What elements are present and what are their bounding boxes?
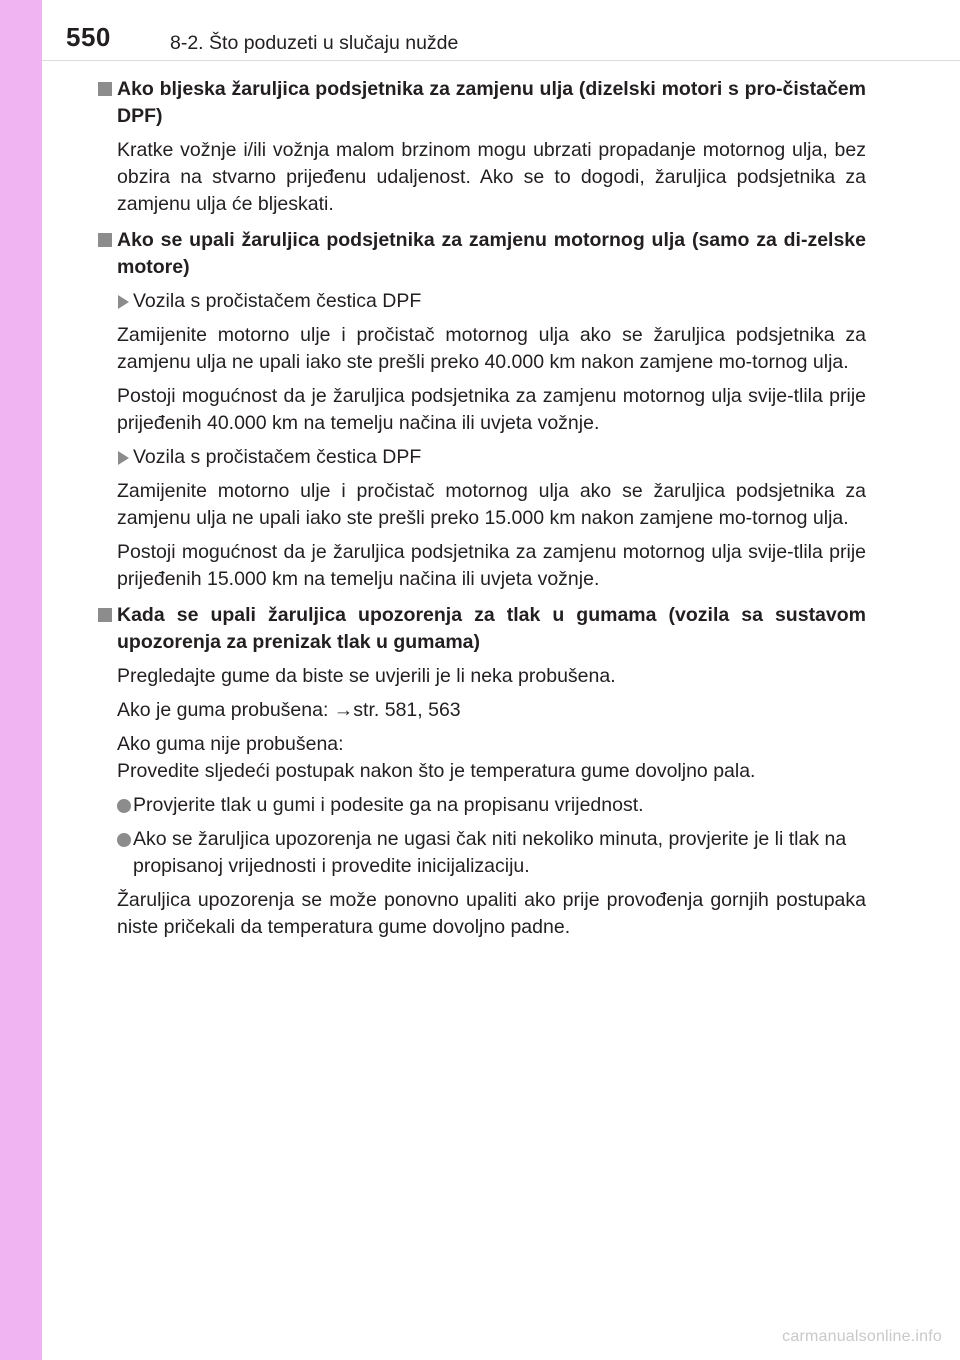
section-heading-text: Ako se upali žaruljica podsjetnika za zamjenu motornog ulja (samo za di-zelske motore) bbox=[117, 229, 866, 278]
section-heading-oil-reminder bbox=[96, 227, 866, 281]
page-reference: Ako je guma probušena: →str. 581, 563 bbox=[117, 699, 461, 721]
page-content bbox=[96, 76, 866, 941]
chapter-title: 8-2. Što poduzeti u slučaju nužde bbox=[170, 32, 459, 54]
bullet-item bbox=[96, 826, 866, 880]
circle-bullet-icon bbox=[117, 799, 131, 813]
paragraph: Pregledajte gume da biste se uvjerili je li neka probušena. bbox=[117, 665, 616, 687]
sub-heading-dpf-1 bbox=[96, 288, 866, 315]
sub-heading-text: Vozila s pročistačem čestica DPF bbox=[133, 446, 422, 468]
triangle-bullet-icon bbox=[118, 451, 129, 465]
paragraph bbox=[96, 731, 866, 785]
paragraph-line: Provedite sljedeći postupak nakon što je temperatura gume dovoljno pala. bbox=[117, 760, 756, 782]
section-heading-text: Ako bljeska žaruljica podsjetnika za zamjenu ulja (dizelski motori s pro-čistačem DPF) bbox=[117, 78, 866, 127]
sub-heading-text: Vozila s pročistačem čestica DPF bbox=[133, 290, 422, 312]
watermark: carmanualsonline.info bbox=[782, 1328, 942, 1345]
square-bullet-icon bbox=[98, 608, 112, 622]
page-number: 550 bbox=[66, 22, 111, 52]
paragraph: Žaruljica upozorenja se može ponovno upaliti ako prije provođenja gornjih postupaka niste pričekali da temperatura gume dovoljno padne. bbox=[117, 889, 866, 938]
paragraph: Postoji mogućnost da je žaruljica podsjetnika za zamjenu motornog ulja svije-tlila prije prijeđenih 15.000 km na temelju načina ili uvjeta vožnje. bbox=[117, 541, 866, 590]
square-bullet-icon bbox=[98, 233, 112, 247]
sub-heading-dpf-2 bbox=[96, 444, 866, 471]
bullet-text: Ako se žaruljica upozorenja ne ugasi čak niti nekoliko minuta, provjerite je li tlak na propisanoj vrijednosti i provedite inicijalizaciju. bbox=[133, 828, 847, 877]
triangle-bullet-icon bbox=[118, 295, 129, 309]
bullet-text: Provjerite tlak u gumi i podesite ga na propisanu vrijednost. bbox=[133, 794, 644, 816]
section-heading-tire-pressure bbox=[96, 602, 866, 656]
section-heading-text: Kada se upali žaruljica upozorenja za tlak u gumama (vozila sa sustavom upozorenja za prenizak tlak u gumama) bbox=[117, 604, 866, 653]
paragraph: Zamijenite motorno ulje i pročistač motornog ulja ako se žaruljica podsjetnika za zamjenu ulja ne upali iako ste prešli preko 15.000 km nakon zamjene mo-tornog ulja. bbox=[117, 480, 866, 529]
paragraph: Postoji mogućnost da je žaruljica podsjetnika za zamjenu motornog ulja svije-tlila prije prijeđenih 40.000 km na temelju načina ili uvjeta vožnje. bbox=[117, 385, 866, 434]
bullet-item bbox=[96, 792, 866, 819]
section-heading-oil-blink bbox=[96, 76, 866, 130]
paragraph: Kratke vožnje i/ili vožnja malom brzinom mogu ubrzati propadanje motornog ulja, bez obzira na stvarno prijeđenu udaljenost. Ako se to dogodi, žaruljica podsjetnika za zamjenu ulja će bljeskati. bbox=[117, 139, 866, 215]
side-color-band bbox=[0, 0, 42, 1360]
square-bullet-icon bbox=[98, 82, 112, 96]
circle-bullet-icon bbox=[117, 833, 131, 847]
paragraph: Zamijenite motorno ulje i pročistač motornog ulja ako se žaruljica podsjetnika za zamjenu ulja ne upali iako ste prešli preko 40.000 km nakon zamjene mo-tornog ulja. bbox=[117, 324, 866, 373]
paragraph-line: Ako guma nije probušena: bbox=[117, 733, 344, 755]
header-divider bbox=[42, 60, 960, 61]
